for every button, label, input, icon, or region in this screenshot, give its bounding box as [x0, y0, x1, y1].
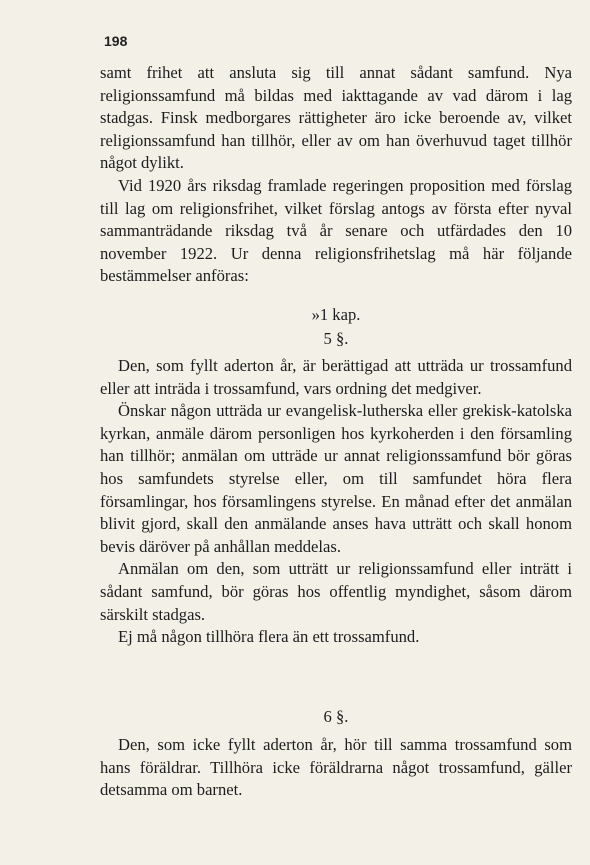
paragraph: Önskar någon utträda ur evangelisk-lutherska eller grekisk-katolska kyrkan, anmäle därom personligen hos kyrkoherden i den församling han tillhör; anmälan om utträde ur annat religionssamfund bör göras hos samfundets styrelse eller, om till samfundet höra flera församlingar, hos församlingens styrelse. En månad efter det anmälan blivit gjord, skall den anmälande anses hava utträtt och skall honom bevis däröver på anhållan meddelas.: [100, 401, 572, 556]
paragraph: Den, som fyllt aderton år, är berättigad att utträda ur trossamfund eller att inträda i trossamfund, vars ordning det medgiver.: [100, 356, 572, 398]
page-number: 198: [104, 33, 128, 49]
intro-text: [100, 62, 572, 288]
section-heading-5: 5 §.: [323, 329, 349, 348]
section-6-text: [100, 734, 572, 802]
section-heading-6: 6 §.: [323, 707, 349, 726]
paragraph: Ej må någon tillhöra flera än ett trossamfund.: [118, 627, 420, 647]
paragraph: Vid 1920 års riksdag framlade regeringen proposition med förslag till lag om religionsfrihet, vilket förslag antogs av första efter nyval sammanträdande riksdag två år senare och utfärdades den 10 november 1922. Ur denna religionsfrihetslag må här följande bestämmelser anföras:: [100, 175, 572, 286]
chapter-heading: »1 kap.: [311, 305, 361, 324]
paragraph: Den, som icke fyllt aderton år, hör till samma trossamfund som hans föräldrar. Tillhöra icke föräldrarna något trossamfund, gäller detsamma om barnet.: [100, 735, 572, 800]
section-5-text: [100, 355, 572, 649]
paragraph: Anmälan om den, som utträtt ur religionssamfund eller inträtt i sådant samfund, bör göras hos offentlig myndighet, såsom därom särskilt stadgas.: [100, 559, 572, 624]
paragraph: samt frihet att ansluta sig till annat sådant samfund. Nya religionssamfund må bildas med iakttagande av vad därom i lag stadgas. Finsk medborgares rättigheter äro icke beroende av, vilket religionssamfund han tillhör, eller av om han överhuvud taget tillhör något dylikt.: [100, 63, 572, 173]
